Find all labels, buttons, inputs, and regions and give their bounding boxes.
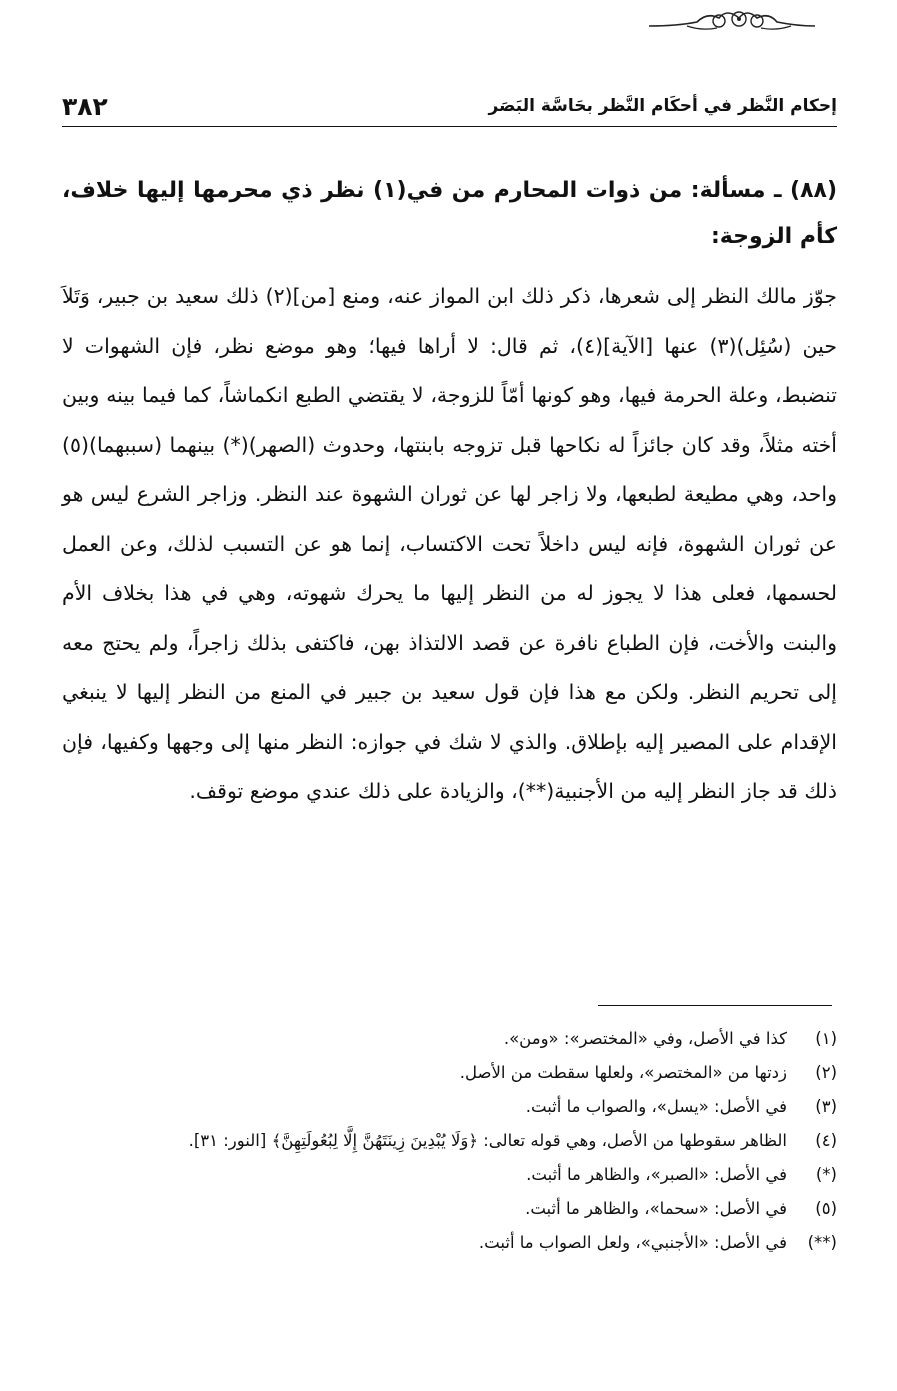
footnote-number: (**) (807, 1233, 837, 1252)
footnote-number: (٣) (815, 1097, 837, 1116)
body-paragraph: جوّز مالك النظر إلى شعرها، ذكر ذلك ابن المواز عنه، ومنع [من](٢) ذلك سعيد بن جبير، وَتَلاَ حين (سُئِل)(٣) عنها [الآية](٤)، ثم قال: لا أراها فيها؛ وهو موضع نظر، فإن الشهوات لا تنضبط، وعلة الحرمة فيها، وهو كونها أمّاً للزوجة، لا يقتضي الطبع انكماشاً، كما فيما بينه وبين أخته مثلاً، وقد كان جائزاً له نكاحها قبل تزوجه بابنتها، وحدوث (الصهر)(*) بينهما (سببهما)(٥) واحد، وهي مطيعة لطبعها، ولا زاجر لها عن ثوران الشهوة عند النظر. وزاجر الشرع ليس هو عن ثوران الشهوة، فإنه ليس داخلاً تحت الاكتساب، إنما هو عن التسبب لذلك، وعن العمل لحسمها، فعلى هذا لا يجوز له من النظر إليها ما يحرك شهوته، وهي في هذا بخلاف الأم والبنت والأخت، فإن الطباع نافرة عن قصد الالتذاذ بهن، فاكتفى بذلك زاجراً، ولم يحتج معه إلى تحريم النظر. ولكن مع هذا فإن قول سعيد بن جبير في المنع من النظر إليها لا ينبغي الإقدام على المصير إليه بإطلاق. والذي لا شك في جوازه: النظر منها إلى وجهها وكفيها، فإن ذلك قد جاز النظر إليه من الأجنبية(**)، والزيادة على ذلك عندي موضع توقف. (62, 284, 837, 803)
footnote (62, 1056, 837, 1090)
page-number: ٣٨٢ (62, 91, 108, 121)
footnote (62, 1022, 837, 1056)
footnote-text: في الأصل: «يسل»، والصواب ما أثبت. (525, 1097, 787, 1116)
footnote-divider (598, 1005, 832, 1006)
footnote-number: (*) (815, 1165, 837, 1184)
footnote-text: في الأصل: «سحما»، والظاهر ما أثبت. (525, 1199, 787, 1218)
header-ornament-icon (647, 4, 817, 34)
footnote-number: (٢) (815, 1063, 837, 1082)
footnote-text: زدتها من «المختصر»، ولعلها سقطت من الأصل. (459, 1063, 787, 1082)
running-title: إحكام النَّظر في أحكَام النَّظر بحَاسَّة البَصَر (488, 96, 837, 116)
header-divider (62, 126, 837, 127)
page-header (62, 86, 837, 126)
footnote-text: في الأصل: «الصبر»، والظاهر ما أثبت. (526, 1165, 787, 1184)
footnote-number: (١) (815, 1029, 837, 1048)
footnote (62, 1090, 837, 1124)
issue-heading: (٨٨) ـ مسألة: من ذوات المحارم من في(١) نظر ذي محرمها إليها خلاف، كأم الزوجة: (62, 178, 837, 249)
footnote (62, 1192, 837, 1226)
footnote-number: (٤) (815, 1131, 837, 1150)
footnote (62, 1124, 837, 1158)
main-text (62, 168, 837, 817)
footnote-text: في الأصل: «الأجنبي»، ولعل الصواب ما أثبت. (478, 1233, 787, 1252)
footnotes (62, 1022, 837, 1260)
footnote-text: كذا في الأصل، وفي «المختصر»: «ومن». (503, 1029, 787, 1048)
footnote (62, 1158, 837, 1192)
footnote-number: (٥) (815, 1199, 837, 1218)
footnote-text: الظاهر سقوطها من الأصل، وهي قوله تعالى: ﴿وَلَا يُبْدِينَ زِينَتَهُنَّ إِلَّا لِبُعُولَتِهِنَّ﴾ [النور: ٣١]. (188, 1131, 787, 1150)
footnote (62, 1226, 837, 1260)
